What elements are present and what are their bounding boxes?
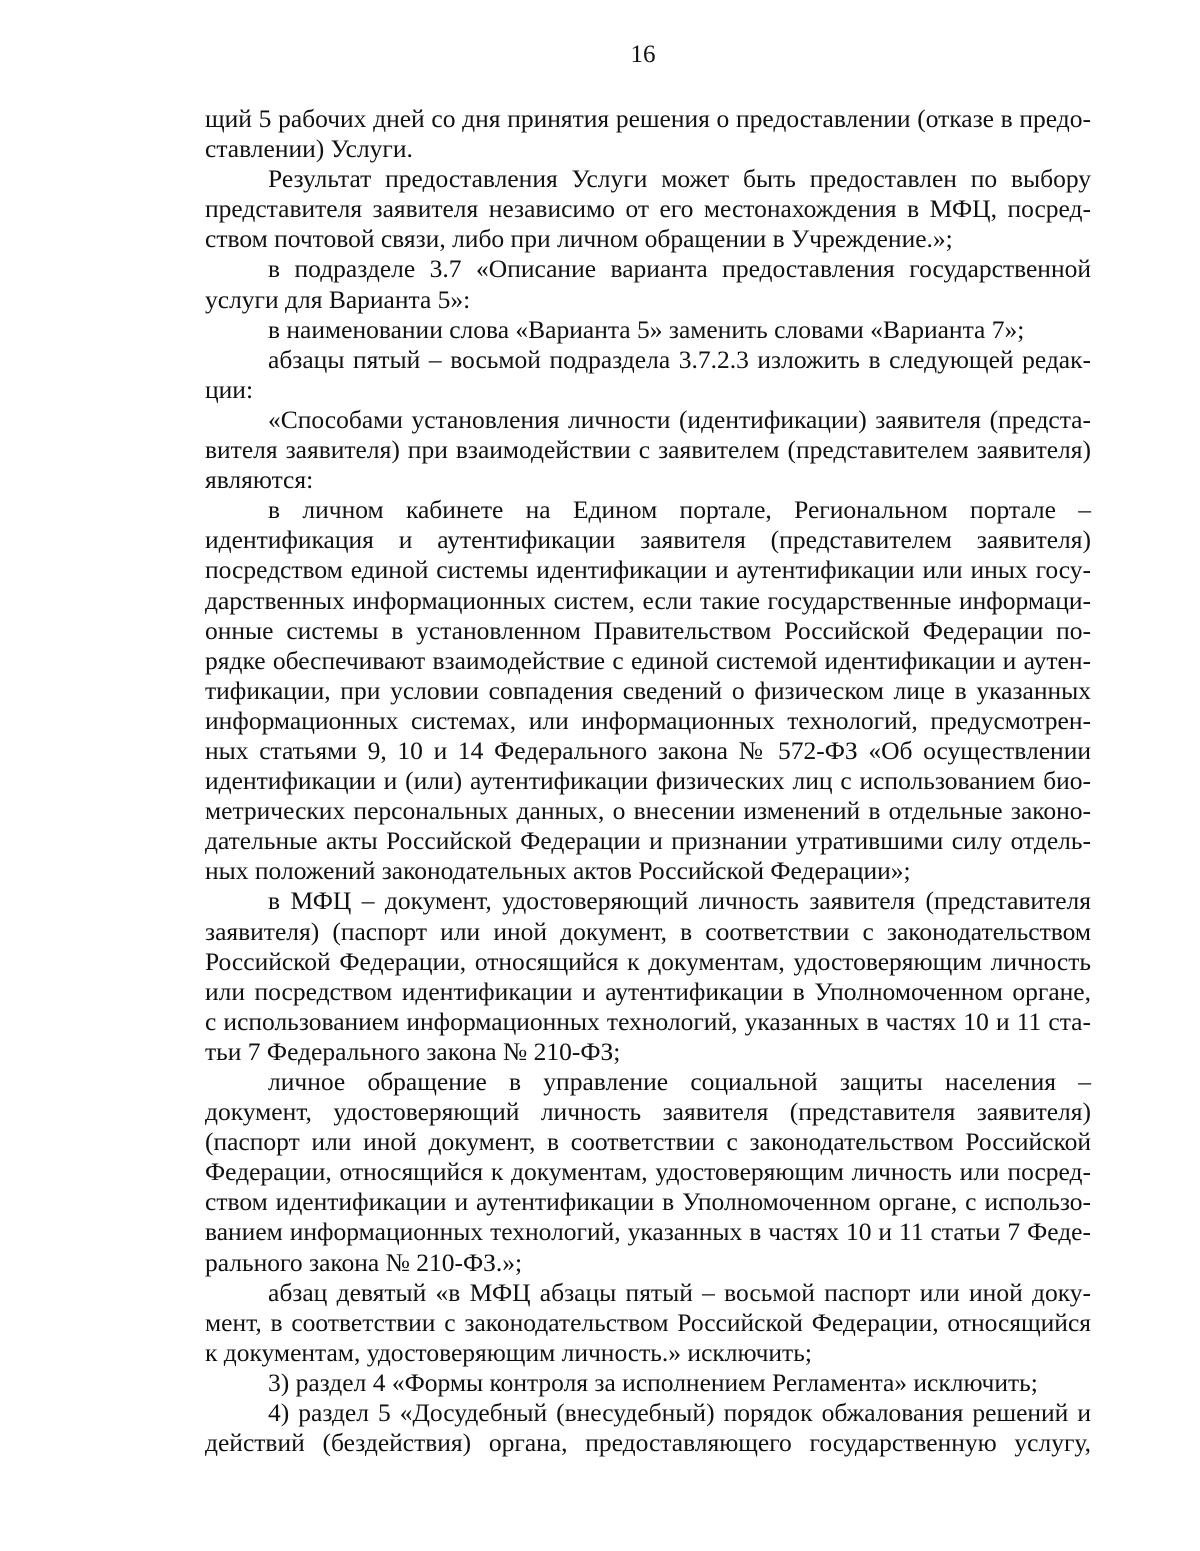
text-line: в МФЦ – документ, удостоверяющий личность заявителя (представителя	[268, 886, 1091, 916]
text-line: тьи 7 Федерального закона № 210-ФЗ;	[205, 1036, 621, 1066]
text-line: ванием информационных технологий, указанных в частях 10 и 11 статьи 7 Феде-	[205, 1217, 1091, 1247]
page-number: 16	[630, 41, 656, 68]
text-line: «Способами установления личности (идентификации) заявителя (предста-	[268, 404, 1091, 434]
text-line: мент, в соответствии с законодательством Российской Федерации, относящийся	[205, 1307, 1091, 1337]
text-line: идентификации и (или) аутентификации физических лиц с использованием био-	[205, 766, 1091, 796]
text-line: Российской Федерации, относящийся к документам, удостоверяющим личность	[205, 946, 1091, 976]
text-line: рядке обеспечивают взаимодействие с единой системой идентификации и аутен-	[205, 645, 1091, 675]
text-line: представителя заявителя независимо от его местонахождения в МФЦ, посред-	[205, 194, 1091, 224]
text-line: документ, удостоверяющий личность заявителя (представителя заявителя)	[205, 1097, 1091, 1127]
text-line: 3) раздел 4 «Формы контроля за исполнением Регламента» исключить;	[268, 1367, 1038, 1397]
text-line: ных положений законодательных актов Российской Федерации»;	[205, 856, 911, 886]
text-line: вителя заявителя) при взаимодействии с заявителем (представителем заявителя)	[205, 435, 1091, 465]
text-line: дательные акты Российской Федерации и признании утратившими силу отдель-	[205, 826, 1091, 856]
text-line: идентификация и аутентификации заявителя (представителем заявителя)	[205, 525, 1091, 555]
text-line: щий 5 рабочих дней со дня принятия решения о предоставлении (отказе в предо-	[205, 104, 1091, 133]
text-line: онные системы в установленном Правительством Российской Федерации по-	[205, 615, 1091, 645]
text-line: Результат предоставления Услуги может быть предоставлен по выбору	[268, 164, 1091, 194]
text-line: являются:	[205, 465, 314, 495]
text-line: к документам, удостоверяющим личность.» исключить;	[205, 1337, 812, 1367]
text-line: (паспорт или иной документ, в соответствии с законодательством Российской	[205, 1127, 1091, 1157]
text-line: Федерации, относящийся к документам, удостоверяющим личность или посред-	[205, 1157, 1091, 1187]
text-line: рального закона № 210-ФЗ.»;	[205, 1247, 523, 1277]
text-line: заявителя) (паспорт или иной документ, в соответствии с законодательством	[205, 916, 1091, 946]
text-line: ных статьями 9, 10 и 14 Федерального закона № 572-ФЗ «Об осуществлении	[205, 735, 1091, 765]
text-line: посредством единой системы идентификации и аутентификации или иных госу-	[205, 555, 1091, 585]
text-line: ством почтовой связи, либо при личном обращении в Учреждение.»;	[205, 224, 953, 254]
text-line: ством идентификации и аутентификации в Уполномоченном органе, с использо-	[205, 1187, 1091, 1217]
text-line: услуги для Варианта 5»:	[205, 284, 471, 314]
text-line: в наименовании слова «Варианта 5» заменить словами «Варианта 7»;	[268, 314, 1025, 344]
text-line: ции:	[205, 374, 254, 404]
text-line: информационных системах, или информационных технологий, предусмотрен-	[205, 705, 1091, 735]
text-line: или посредством идентификации и аутентификации в Уполномоченном органе,	[205, 976, 1091, 1006]
text-line: абзац девятый «в МФЦ абзацы пятый – восьмой паспорт или иной доку-	[268, 1277, 1091, 1307]
document-body-text	[205, 104, 1091, 1458]
text-line: с использованием информационных технологий, указанных в частях 10 и 11 ста-	[205, 1006, 1091, 1036]
text-line: личное обращение в управление социальной защиты населения –	[268, 1067, 1091, 1096]
text-line: в подразделе 3.7 «Описание варианта предоставления государственной	[268, 254, 1091, 284]
text-line: абзацы пятый – восьмой подраздела 3.7.2.3 изложить в следующей редак-	[268, 344, 1091, 374]
text-line: дарственных информационных систем, если такие государственные информаци-	[205, 585, 1091, 615]
text-line: тификации, при условии совпадения сведений о физическом лице в указанных	[205, 675, 1091, 705]
text-line: метрических персональных данных, о внесении изменений в отдельные законо-	[205, 796, 1091, 826]
text-line: 4) раздел 5 «Досудебный (внесудебный) порядок обжалования решений и	[268, 1398, 1091, 1428]
text-line: в личном кабинете на Едином портале, Региональном портале –	[268, 495, 1091, 525]
text-line: ставлении) Услуги.	[205, 134, 413, 164]
text-line: действий (бездействия) органа, предоставляющего государственную услугу,	[205, 1428, 1091, 1458]
